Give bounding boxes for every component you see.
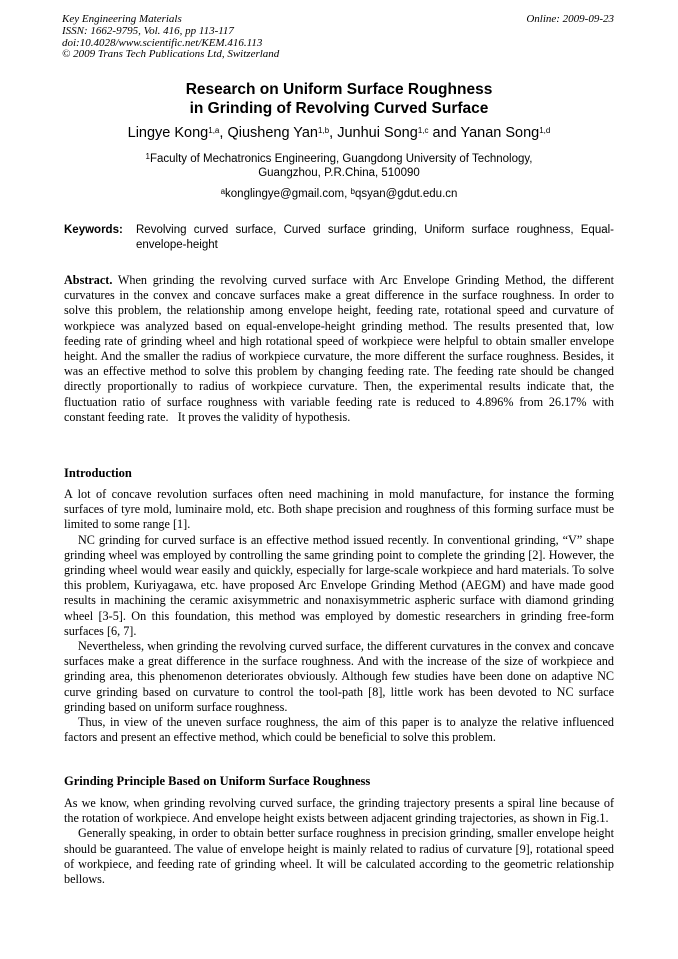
- affiliation: [0, 152, 678, 180]
- affiliation-superscript: 1: [145, 152, 150, 161]
- email-separator: ,: [344, 188, 351, 200]
- abstract-paragraph: [64, 273, 614, 425]
- email-superscript: a: [220, 187, 226, 196]
- doi-line: doi:10.4028/www.scientific.net/KEM.416.113: [62, 36, 263, 49]
- paragraph: Nevertheless, when grinding the revolving curved surface, the different curvatures in the convex and concave surfaces make a great difference in the surface roughness. And with the increase of the size of workpiece and grinding area, this phenomenon deteriorates obviously. Although few studies have been done on adaptive NC curve grinding based on curvature to control the tool-path [8], little work has been devoted to NC surface grinding based on uniform surface roughness.: [64, 639, 614, 714]
- abstract-block: [64, 273, 614, 425]
- author-separator: ,: [219, 125, 228, 141]
- abstract-label: Abstract.: [64, 273, 113, 287]
- paragraph: As we know, when grinding revolving curved surface, the grinding trajectory presents a spiral line because of the rotation of workpiece. And envelope height exists between adjacent grinding trajectories, as shown in Fig.1.: [64, 796, 614, 826]
- author-name: Yanan Song: [460, 125, 540, 141]
- email-line: [0, 187, 678, 201]
- issn-line: ISSN: 1662-9795, Vol. 416, pp 113-117: [62, 24, 234, 37]
- affiliation-text: Faculty of Mechatronics Engineering, Guangdong University of Technology,: [149, 153, 533, 165]
- abstract-text: When grinding the revolving curved surface with Arc Envelope Grinding Method, the different curvatures in the convex and concave surfaces make a great difference in the surface roughness. In order to solve this problem, the relationship among envelope height, feeding rate, rotational speed and curvature of workpiece was analyzed based on equal-envelope-height grinding method. The results presented that, low feeding rate of grinding wheel and high rotational speed of workpiece were helpful to obtain smaller envelope height. And the smaller the radius of workpiece curvature, the more different the surface roughness. Besides, it was an effective method to solve this problem by changing feeding rate. The feeding rate should be changed directly proportionally to radius of workpiece curvature. Then, the experimental results indicate that, the fluctuation ratio of surface roughness with variable feeding rate is reduced to 4.896% from 26.17% with constant feeding rate. It proves the validity of hypothesis.: [64, 273, 614, 424]
- paragraph: NC grinding for curved surface is an effective method issued recently. In conventional grinding, “V” shape grinding wheel was employed by controlling the same grinding point to complete the grinding [2]. However, the grinding wheel would wear easily and quickly, especially for large-scale workpiece and hard materials. To solve this problem, Kuriyagawa, etc. have proposed Arc Envelope Grinding Method (AEGM) and have made good results in machining the ceramic axisymmetric and nonaxisymmetric aspheric surface with diamond grinding wheel [3-5]. On this foundation, this method was employed by domestic researchers in grinding free-form surfaces [6, 7].: [64, 532, 614, 638]
- paragraph: Thus, in view of the uneven surface roughness, the aim of this paper is to analyze the relative influenced factors and present an effective method, which could be beneficial to solve this problem.: [64, 715, 614, 745]
- paper-title: [0, 80, 678, 118]
- section-heading-introduction: Introduction: [64, 466, 132, 480]
- email-a[interactable]: konglingye@gmail.com: [225, 188, 345, 200]
- author-superscript: 1,d: [539, 126, 551, 135]
- affiliation-line-1: [0, 152, 678, 166]
- author-superscript: 1,c: [417, 126, 429, 135]
- running-header: [62, 14, 614, 61]
- keywords-label: Keywords:: [64, 224, 123, 236]
- keywords-block: [64, 223, 614, 253]
- keywords-text: Revolving curved surface, Curved surface grinding, Uniform surface roughness, Equal-envelope-height: [136, 224, 614, 251]
- affiliation-line-2: Guangzhou, P.R.China, 510090: [258, 167, 420, 179]
- online-date: Online: 2009-09-23: [526, 13, 614, 25]
- email-b[interactable]: qsyan@gdut.edu.cn: [354, 188, 458, 200]
- author-superscript: 1,b: [318, 126, 330, 135]
- grinding-principle-body: [64, 796, 614, 887]
- paragraph: A lot of concave revolution surfaces often need machining in mold manufacture, for instance the forming surfaces of tyre mold, luminaire mold, etc. Both shape precision and roughness of this forming surface must be limited to some range [1].: [64, 487, 614, 532]
- introduction-body: [64, 487, 614, 745]
- section-heading-grinding-principle: Grinding Principle Based on Uniform Surface Roughness: [64, 774, 371, 788]
- author-superscript: 1,a: [208, 126, 220, 135]
- author-name: Lingye Kong: [127, 125, 209, 141]
- author-separator: ,: [329, 125, 338, 141]
- title-line-2: in Grinding of Revolving Curved Surface: [189, 100, 489, 117]
- paragraph: Generally speaking, in order to obtain better surface roughness in precision grinding, smaller envelope height should be guaranteed. The value of envelope height is mainly related to radius of curvature [9], rotational speed of workpiece, and feeding rate of grinding wheel. It will be calculated according to the geometric relationship bellows.: [64, 826, 614, 887]
- journal-name: Key Engineering Materials: [62, 13, 182, 25]
- title-line-1: Research on Uniform Surface Roughness: [185, 81, 493, 98]
- copyright-line: © 2009 Trans Tech Publications Ltd, Switzerland: [62, 48, 280, 61]
- author-name: Junhui Song: [337, 125, 418, 141]
- author-separator: and: [428, 125, 461, 141]
- author-list: [0, 124, 678, 142]
- email-superscript: b: [350, 187, 355, 196]
- author-name: Qiusheng Yan: [227, 125, 318, 141]
